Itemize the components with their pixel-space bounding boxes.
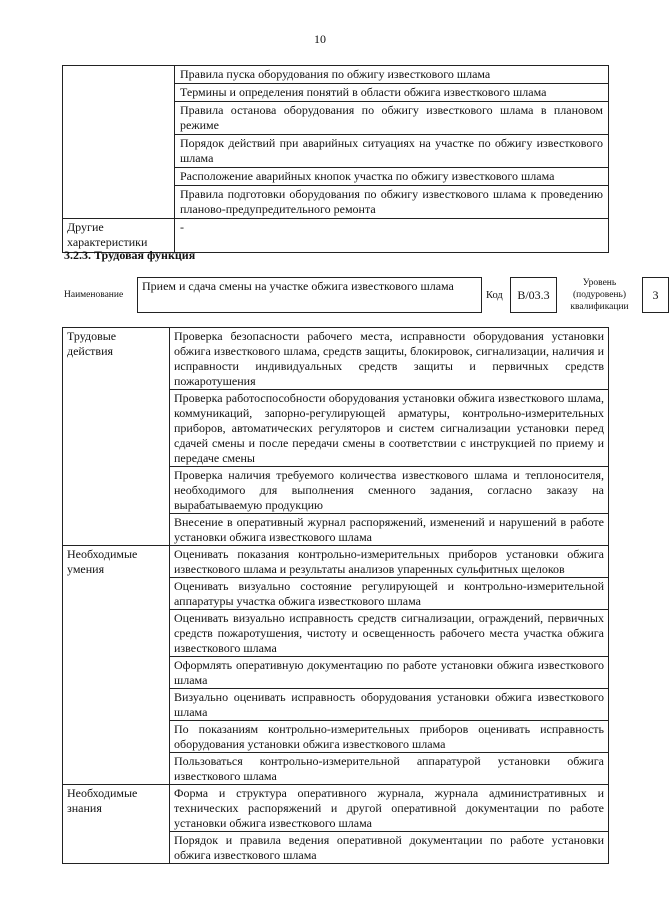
knowledge-item: Правила пуска оборудования по обжигу известкового шлама [175,66,609,84]
knowledge-label: Необходимые знания [63,785,170,864]
labor-function-table [62,327,609,864]
skill-item: Визуально оценивать исправность оборудования установки обжига известкового шлама [170,689,609,721]
function-header [62,277,659,313]
skill-item: По показаниям контрольно-измерительных приборов оценивать исправность оборудования установки обжига известкового шлама [170,721,609,753]
action-item: Проверка наличия требуемого количества известкового шлама и теплоносителя, необходимого для выполнения сменного задания, согласно заказу на вырабатываемую продукцию [170,467,609,514]
action-item: Проверка работоспособности оборудования установки обжига известкового шлама, коммуникаций, запорно-регулирующей арматуры, контрольно-измерительных приборов, автоматических регуляторов и систем сигнализации установки перед сдачей смены и после передачи смены в соответствии с инструкцией по приему и передаче смены [170,390,609,467]
action-item: Проверка безопасности рабочего места, исправности оборудования установки обжига известкового шлама, средств защиты, блокировок, сигнализации, наличия и исправности индивидуальных средств защиты и первичных средств пожаротушения [170,328,609,390]
function-code-label: Код [486,290,503,301]
skill-item: Оформлять оперативную документацию по работе установки обжига известкового шлама [170,657,609,689]
other-characteristics-value: - [175,219,609,253]
section-title: 3.2.3. Трудовая функция [64,248,196,262]
knowledge-continuation-table [62,65,609,253]
skill-item: Оценивать показания контрольно-измерительных приборов установки обжига известкового шлама и результаты анализов упаренных сульфитных щелоков [170,546,609,578]
knowledge-item: Форма и структура оперативного журнала, журнала административных и технических распоряжений и другой оперативной документации по работе установки обжига известкового шлама [170,785,609,832]
actions-label: Трудовые действия [63,328,170,546]
skill-item: Оценивать визуально состояние регулирующей и контрольно-измерительной аппаратуры участка обжига известкового шлама [170,578,609,610]
function-name: Прием и сдача смены на участке обжига известкового шлама [137,277,482,313]
knowledge-item: Правила останова оборудования по обжигу известкового шлама в плановом режиме [175,102,609,135]
knowledge-item: Порядок и правила ведения оперативной документации по работе установки обжига известкового шлама [170,832,609,864]
knowledge-item: Термины и определения понятий в области обжига известкового шлама [175,84,609,102]
skill-item: Оценивать визуально исправность средств сигнализации, ограждений, первичных средств пожаротушения, чистоту и освещенность рабочего места участка обжига известкового шлама [170,610,609,657]
page-number: 10 [314,32,326,46]
skills-label: Необходимые умения [63,546,170,785]
other-characteristics-label: Другие характеристики [63,219,175,253]
skill-item: Пользоваться контрольно-измерительной аппаратурой установки обжига известкового шлама [170,753,609,785]
knowledge-item: Порядок действий при аварийных ситуациях на участке по обжигу известкового шлама [175,135,609,168]
function-code: B/03.3 [510,277,557,313]
qualification-level: 3 [642,277,669,313]
qualification-level-label: Уровень (подуровень) квалификации [570,278,629,312]
action-item: Внесение в оперативный журнал распоряжений, изменений и нарушений в работе установки обжига известкового шлама [170,514,609,546]
function-name-label: Наименование [64,290,124,300]
empty-label-cell [63,66,175,219]
knowledge-item: Расположение аварийных кнопок участка по обжигу известкового шлама [175,168,609,186]
knowledge-item: Правила подготовки оборудования по обжигу известкового шлама к проведению планово-предупредительного ремонта [175,186,609,219]
